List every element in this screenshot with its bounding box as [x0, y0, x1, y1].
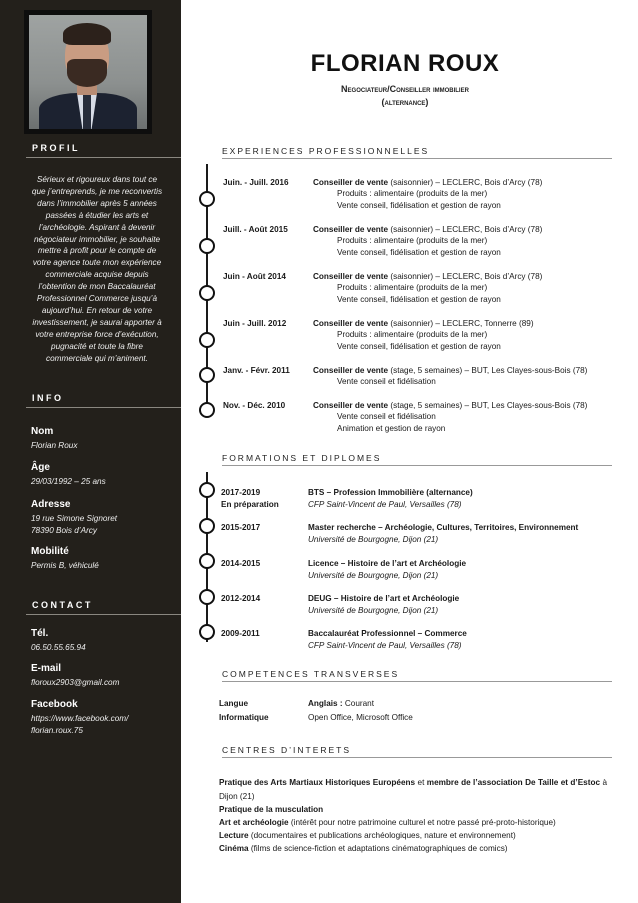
experience-date: Janv. - Févr. 2011 [223, 366, 290, 375]
contact-heading: CONTACT [32, 600, 93, 610]
experience-title: Conseiller de vente [313, 272, 389, 281]
langue-label: Langue [219, 699, 249, 708]
interet-item: Pratique de la musculation [219, 805, 324, 815]
experience-date: Nov. - Déc. 2010 [223, 401, 286, 410]
experience-detail: Animation et gestion de rayon [337, 423, 446, 433]
mobilite-value: Permis B, véhiculé [31, 561, 99, 570]
experience-entry [313, 224, 613, 258]
timeline-node [199, 238, 215, 254]
experience-entry [313, 271, 613, 305]
experience-detail: Produits : alimentaire (produits de la mer) [337, 236, 488, 246]
experience-date: Juill. - Août 2015 [223, 225, 288, 234]
candidate-name: FLORIAN ROUX [310, 50, 500, 77]
formation-school: Université de Bourgogne, Dijon (21) [308, 534, 439, 544]
info-divider [26, 407, 181, 408]
experience-detail: Vente conseil, fidélisation et gestion de rayon [337, 294, 501, 304]
interet-title: Lecture [219, 831, 249, 841]
formation-title: Baccalauréat Professionnel – Commerce [308, 629, 467, 638]
timeline-node [199, 589, 215, 605]
timeline-node [199, 191, 215, 207]
job-title-line2: (alternance) [381, 97, 429, 107]
facebook-link-line1[interactable]: https://www.facebook.com/ [31, 714, 129, 723]
tel-label: Tél. [31, 628, 49, 639]
timeline-node [199, 332, 215, 348]
formations-heading: FORMATIONS ET DIPLOMES [222, 453, 382, 463]
portrait-image [29, 15, 147, 129]
profil-divider [26, 157, 181, 158]
interet-item [219, 842, 607, 855]
formation-years: 2017-2019 [221, 488, 261, 497]
experience-meta: (stage, 5 semaines) – BUT, Les Clayes-sous-Bois (78) [388, 401, 588, 410]
adresse-label: Adresse [31, 499, 71, 510]
experiences-heading: EXPERIENCES PROFESSIONNELLES [222, 146, 430, 156]
langue-value [308, 699, 374, 708]
interet-association: membre de l’association De Taille et d’Estoc [426, 778, 601, 787]
experience-meta: (saisonnier) – LECLERC, Bois d’Arcy (78) [388, 178, 543, 187]
interet-desc: (intérêt pour notre patrimoine culturel et notre passé pré-proto-historique) [288, 818, 556, 828]
experience-date: Juin - Juill. 2012 [223, 319, 287, 328]
experience-meta: (saisonnier) – LECLERC, Tonnerre (89) [388, 319, 534, 328]
profil-text: Sérieux et rigoureux dans tout ce que j’entreprends, je me reconvertis dans l’immobilier après 5 années passées à étudier les arts et l’archéologie. Aspirant à devenir négociateur immobilier, je souhaite mettre à profit pour le compte de votre agence toute mon expérience commerciale acquise depuis l’obtention de mon Baccalauréat Professionnel Commerce jusqu’à aujourd’hui. En retour de votre investissement, je saurai apporter à votre entreprise force d’exécution, pugnacité et toute la fibre commerciale qui m’animent. [31, 175, 163, 363]
experience-meta: (stage, 5 semaines) – BUT, Les Clayes-sous-Bois (78) [388, 366, 588, 375]
interet-item [219, 776, 607, 804]
formation-date: 2015-2017 [221, 523, 261, 532]
timeline-node [199, 553, 215, 569]
experiences-divider [222, 158, 612, 159]
formation-school: Université de Bourgogne, Dijon (21) [308, 605, 439, 615]
experience-title: Conseiller de vente [313, 225, 389, 234]
experience-meta: (saisonnier) – LECLERC, Bois d’Arcy (78) [388, 272, 543, 281]
interet-title: Cinéma [219, 844, 249, 854]
experience-date: Juin. - Juill. 2016 [223, 178, 289, 187]
job-title-line1: Negociateur/Conseiller immobilier [341, 84, 469, 94]
age-label: Âge [31, 462, 50, 473]
contact-divider [26, 614, 181, 615]
formations-divider [222, 465, 612, 466]
formation-date: 2014-2015 [221, 559, 261, 568]
competences-heading: COMPETENCES TRANSVERSES [222, 669, 400, 679]
mobilite-label: Mobilité [31, 546, 69, 557]
experience-entry [313, 365, 613, 388]
interet-desc: (films de science-fiction et adaptations cinématographiques de comics) [248, 844, 508, 854]
langue-name: Anglais : [308, 699, 343, 708]
nom-label: Nom [31, 426, 54, 437]
formation-entry [308, 558, 608, 581]
formation-date [221, 487, 279, 510]
experience-detail: Vente conseil, fidélisation et gestion de rayon [337, 341, 501, 351]
age-value: 29/03/1992 – 25 ans [31, 477, 106, 486]
formation-title: Master recherche – Archéologie, Cultures, Territoires, Environnement [308, 523, 579, 532]
profil-heading: PROFIL [32, 143, 80, 153]
formation-date: 2012-2014 [221, 594, 261, 603]
experience-detail: Produits : alimentaire (produits de la mer) [337, 330, 488, 340]
interet-hema: Pratique des Arts Martiaux Historiques Européens [219, 778, 416, 787]
experience-detail: Produits : alimentaire (produits de la mer) [337, 189, 488, 199]
interet-desc: (documentaires et publications archéologiques, nature et environnement) [248, 831, 516, 841]
timeline-node [199, 518, 215, 534]
experience-meta: (saisonnier) – LECLERC, Bois d’Arcy (78) [388, 225, 543, 234]
timeline-node [199, 367, 215, 383]
adresse-line1: 19 rue Simone Signoret [31, 514, 118, 523]
profile-photo [24, 10, 152, 134]
email-label: E-mail [31, 663, 62, 674]
experience-detail: Vente conseil, fidélisation et gestion de rayon [337, 247, 501, 257]
interets-list [219, 776, 607, 855]
experience-detail: Produits : alimentaire (produits de la mer) [337, 283, 488, 293]
email-value[interactable]: floroux2903@gmail.com [31, 678, 120, 687]
experience-title: Conseiller de vente [313, 178, 389, 187]
formation-date: 2009-2011 [221, 629, 260, 638]
experience-date: Juin - Août 2014 [223, 272, 286, 281]
interet-connector: et [415, 778, 427, 787]
langue-level: Courant [342, 699, 374, 708]
competences-divider [222, 681, 612, 682]
experience-entry [313, 400, 613, 434]
tel-value[interactable]: 06.50.55.65.94 [31, 643, 86, 652]
informatique-label: Informatique [219, 713, 269, 722]
formation-school: CFP Saint-Vincent de Paul, Versailles (78) [308, 499, 462, 509]
interet-item [219, 816, 607, 829]
timeline-node [199, 482, 215, 498]
experience-detail: Vente conseil, fidélisation et gestion de rayon [337, 200, 501, 210]
experience-detail: Vente conseil et fidélisation [337, 377, 436, 387]
experience-entry [313, 177, 613, 211]
formation-entry [308, 522, 608, 545]
formation-school: Université de Bourgogne, Dijon (21) [308, 570, 439, 580]
timeline-node [199, 285, 215, 301]
experience-title: Conseiller de vente [313, 319, 389, 328]
experience-detail: Vente conseil et fidélisation [337, 412, 436, 422]
experience-title: Conseiller de vente [313, 401, 389, 410]
facebook-label: Facebook [31, 699, 78, 710]
nom-value: Florian Roux [31, 441, 78, 450]
interet-title: Art et archéologie [219, 818, 289, 828]
facebook-link-line2[interactable]: florian.roux.75 [31, 726, 83, 735]
formation-school: CFP Saint-Vincent de Paul, Versailles (78) [308, 640, 462, 650]
experience-entry [313, 318, 613, 352]
formation-status: En préparation [221, 499, 279, 509]
formation-title: Licence – Histoire de l’art et Archéologie [308, 559, 467, 568]
formation-entry [308, 628, 608, 651]
formation-title: BTS – Profession Immobilière (alternance) [308, 488, 473, 497]
interets-divider [222, 757, 612, 758]
formation-title: DEUG – Histoire de l’art et Archéologie [308, 594, 460, 603]
experience-title: Conseiller de vente [313, 366, 389, 375]
formation-entry [308, 487, 608, 510]
adresse-line2: 78390 Bois d’Arcy [31, 526, 97, 535]
interets-heading: CENTRES D’INTERETS [222, 745, 352, 755]
info-heading: INFO [32, 393, 64, 403]
timeline-node [199, 402, 215, 418]
interet-item [219, 829, 607, 842]
formation-entry [308, 593, 608, 616]
timeline-node [199, 624, 215, 640]
job-title [220, 83, 590, 109]
informatique-value: Open Office, Microsoft Office [308, 713, 413, 722]
interet-location: à Dijon (21) [219, 778, 607, 802]
sidebar [0, 0, 181, 903]
